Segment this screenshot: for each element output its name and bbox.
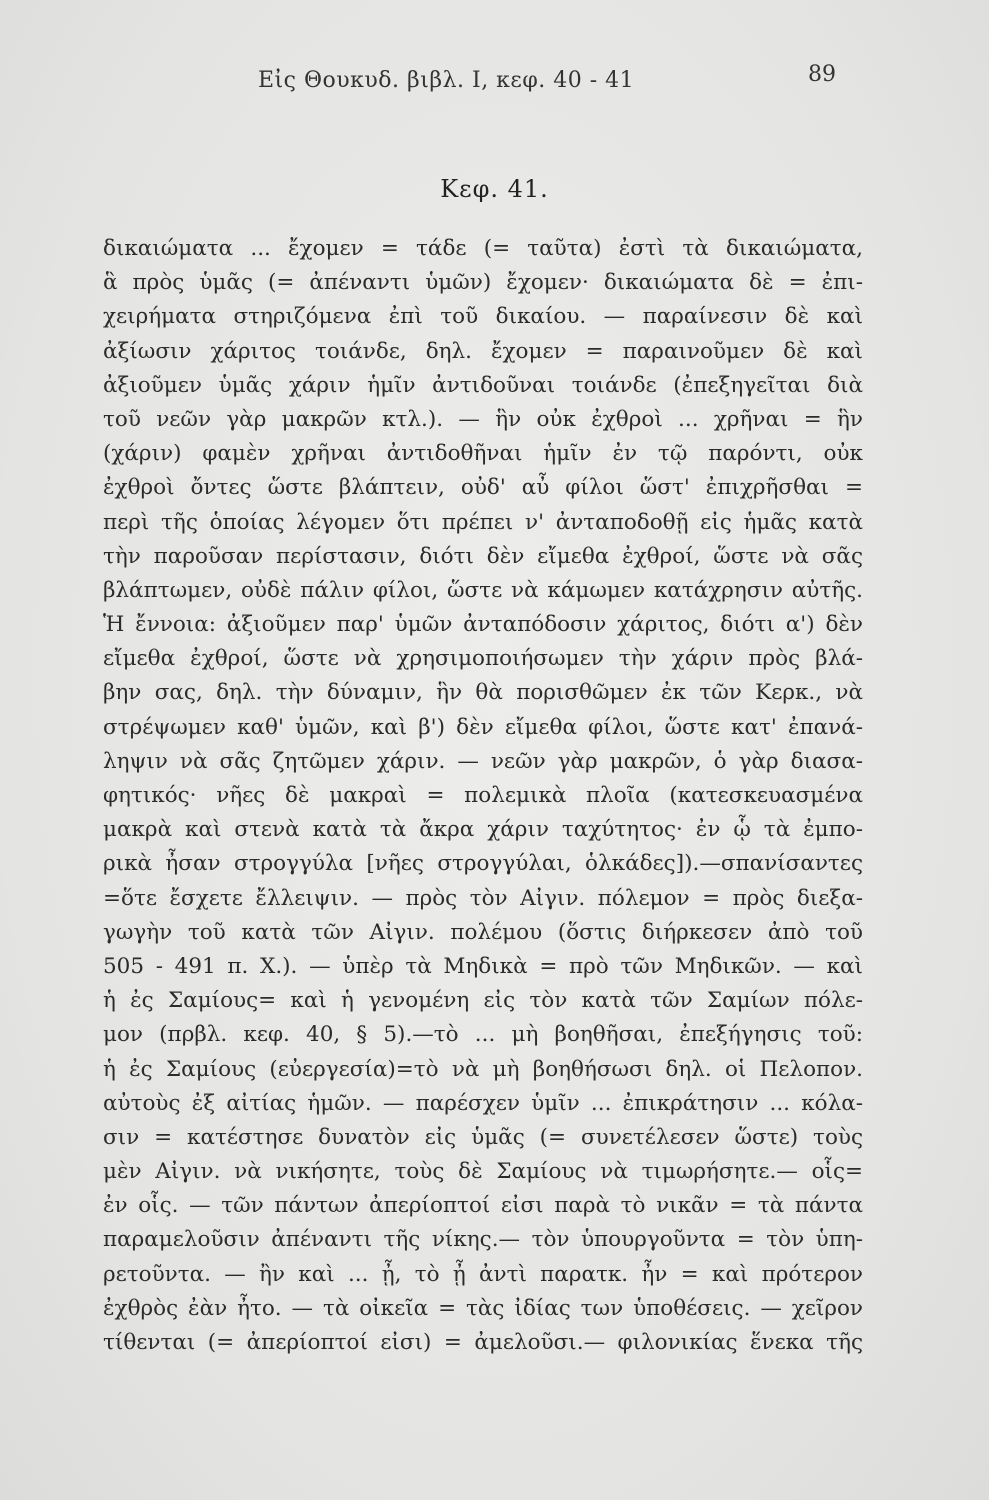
text-line: μὲν Αἰγιν. νὰ νικήσητε, τοὺς δὲ Σαμίους νὰ τιμωρήσητε.— οἷς=: [103, 1159, 863, 1185]
page-number: 89: [808, 62, 836, 87]
text-line: τοῦ νεῶν γὰρ μακρῶν κτλ.). — ἣν οὐκ ἐχθροὶ ... χρῆναι = ἣν: [103, 406, 863, 432]
text-line: ἐχθροὶ ὄντες ὥστε βλάπτειν, οὐδ' αὖ φίλοι ὥστ' ἐπιχρῆσθαι =: [103, 475, 863, 501]
text-line: τὴν παροῦσαν περίστασιν, διότι δὲν εἴμεθα ἐχθροί, ὥστε νὰ σᾶς: [103, 543, 863, 569]
text-line: Ἡ ἔννοια: ἀξιοῦμεν παρ' ὑμῶν ἀνταπόδοσιν χάριτος, διότι α') δὲν: [103, 612, 863, 638]
text-line: μον (πρβλ. κεφ. 40, § 5).—τὸ ... μὴ βοηθῆσαι, ἐπεξήγησις τοῦ:: [103, 1022, 863, 1048]
text-line: τίθενται (= ἀπερίοπτοί εἰσι) = ἀμελοῦσι.— φιλονικίας ἕνεκα τῆς: [103, 1330, 863, 1355]
text-line: σιν = κατέστησε δυνατὸν εἰς ὑμᾶς (= συνετέλεσεν ὥστε) τοὺς: [103, 1124, 863, 1150]
text-line: στρέψωμεν καθ' ὑμῶν, καὶ β') δὲν εἴμεθα φίλοι, ὥστε κατ' ἐπανά-: [103, 714, 863, 740]
text-line: εἴμεθα ἐχθροί, ὥστε νὰ χρησιμοποιήσωμεν τὴν χάριν πρὸς βλά-: [103, 646, 863, 672]
text-line: ἀξιοῦμεν ὑμᾶς χάριν ἡμῖν ἀντιδοῦναι τοιάνδε (ἐπεξηγεῖται διὰ: [103, 372, 863, 398]
body-text: [103, 232, 863, 1360]
running-head: Εἰς Θουκυδ. βιβλ. I, κεφ. 40 - 41: [258, 68, 635, 93]
text-line: βην σας, δηλ. τὴν δύναμιν, ἣν θὰ πορισθῶμεν ἐκ τῶν Κερκ., νὰ: [103, 680, 863, 706]
text-line: (χάριν) φαμὲν χρῆναι ἀντιδοθῆναι ἡμῖν ἐν τῷ παρόντι, οὐκ: [103, 441, 863, 467]
text-line: ἡ ἐς Σαμίους= καὶ ἡ γενομένη εἰς τὸν κατὰ τῶν Σαμίων πόλε-: [103, 988, 863, 1014]
text-line: χειρήματα στηριζόμενα ἐπὶ τοῦ δικαίου. — παραίνεσιν δὲ καὶ: [103, 304, 863, 330]
text-line: δικαιώματα ... ἔχομεν = τάδε (= ταῦτα) ἐστὶ τὰ δικαιώματα,: [103, 236, 863, 261]
text-line: ἡ ἐς Σαμίους (εὐεργεσία)=τὸ νὰ μὴ βοηθήσωσι δηλ. οἱ Πελοπον.: [103, 1056, 863, 1082]
text-line: ἐν οἷς. — τῶν πάντων ἀπερίοπτοί εἰσι παρὰ τὸ νικᾶν = τὰ πάντα: [103, 1193, 863, 1219]
text-line: γωγὴν τοῦ κατὰ τῶν Αἰγιν. πολέμου (ὅστις διήρκεσεν ἀπὸ τοῦ: [103, 919, 863, 945]
text-line: ἐχθρὸς ἐὰν ἦτο. — τὰ οἰκεῖα = τὰς ἰδίας των ὑποθέσεις. — χεῖρον: [103, 1295, 863, 1321]
text-line: αὐτοὺς ἐξ αἰτίας ἡμῶν. — παρέσχεν ὑμῖν ... ἐπικράτησιν ... κόλα-: [103, 1090, 863, 1116]
text-line: =ὅτε ἔσχετε ἔλλειψιν. — πρὸς τὸν Αἰγιν. πόλεμον = πρὸς διεξα-: [103, 885, 863, 911]
text-line: 505 - 491 π. Χ.). — ὑπὲρ τὰ Μηδικὰ = πρὸ τῶν Μηδικῶν. — καὶ: [103, 953, 863, 979]
chapter-title: Κεφ. 41.: [440, 175, 549, 203]
text-line: βλάπτωμεν, οὐδὲ πάλιν φίλοι, ὥστε νὰ κάμωμεν κατάχρησιν αὐτῆς.: [103, 577, 863, 603]
text-line: ἀξίωσιν χάριτος τοιάνδε, δηλ. ἔχομεν = παραινοῦμεν δὲ καὶ: [103, 338, 863, 364]
text-line: παραμελοῦσιν ἀπέναντι τῆς νίκης.— τὸν ὑπουργοῦντα = τὸν ὑπη-: [103, 1227, 863, 1253]
text-line: περὶ τῆς ὁποίας λέγομεν ὅτι πρέπει ν' ἀνταποδοθῇ εἰς ἡμᾶς κατὰ: [103, 509, 863, 535]
text-line: μακρὰ καὶ στενὰ κατὰ τὰ ἄκρα χάριν ταχύτητος· ἐν ᾧ τὰ ἐμπο-: [103, 817, 863, 843]
text-line: φητικός· νῆες δὲ μακραὶ = πολεμικὰ πλοῖα (κατεσκευασμένα: [103, 783, 863, 808]
text-line: ρικὰ ἦσαν στρογγύλα [νῆες στρογγύλαι, ὁλκάδες]).—σπανίσαντες: [103, 851, 863, 877]
text-line: ρετοῦντα. — ἢν καὶ ... ᾖ, τὸ ᾖ ἀντὶ παρατκ. ἦν = καὶ πρότερον: [103, 1261, 863, 1287]
text-line: ληψιν νὰ σᾶς ζητῶμεν χάριν. — νεῶν γὰρ μακρῶν, ὁ γὰρ διασα-: [103, 748, 863, 774]
text-line: ἃ πρὸς ὑμᾶς (= ἀπέναντι ὑμῶν) ἔχομεν· δικαιώματα δὲ = ἐπι-: [103, 270, 863, 296]
